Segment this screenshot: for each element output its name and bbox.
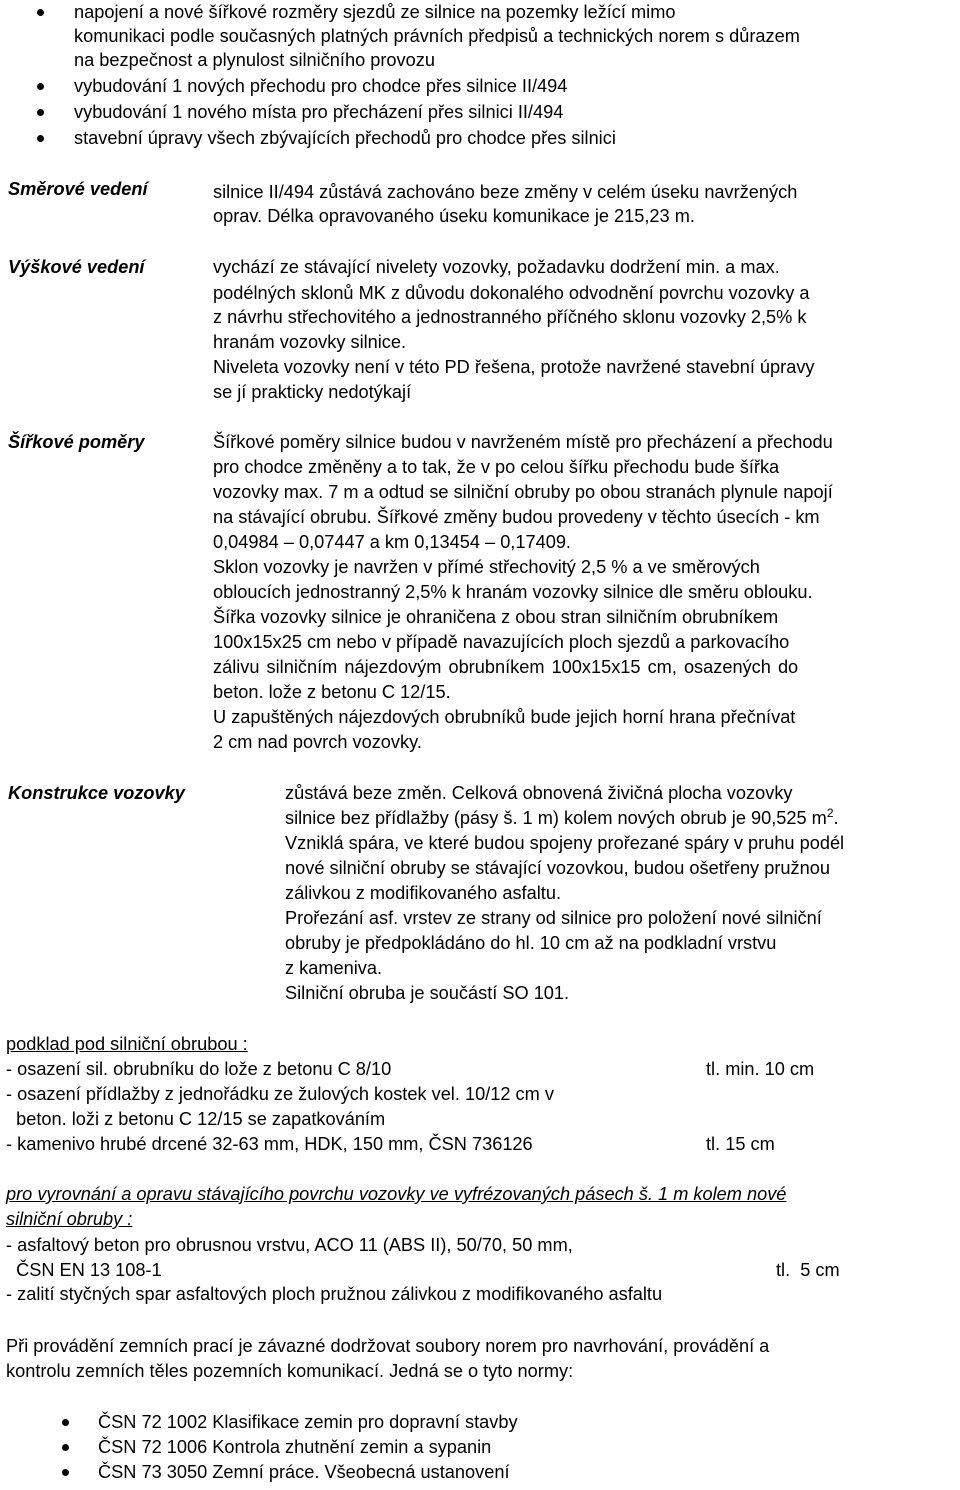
podklad-heading: podklad pod silniční obrubou : [6, 1034, 248, 1054]
list-item-line: napojení a nové šířkové rozměry sjezdů ze silnice na pozemky ležící mimo [74, 2, 676, 22]
bullet-icon [37, 109, 44, 116]
text-line: hranám vozovky silnice. [213, 332, 407, 352]
text-line: beton. lože z betonu C 12/15. [213, 682, 451, 702]
list-item: - zalití styčných spar asfaltových ploch pružnou zálivkou z modifikovaného asfaltu [6, 1284, 663, 1304]
bullet-icon [37, 9, 44, 16]
text-line: Při provádění zemních prací je závazné dodržovat soubory norem pro navrhování, provádění a [6, 1336, 770, 1356]
text-line: pro chodce změněny a to tak, že v po celou šířku přechodu bude šířka [213, 457, 780, 477]
text-line: silnice II/494 zůstává zachováno beze změny v celém úseku navržených [213, 182, 798, 202]
text-line: Šířkové poměry silnice budou v navrženém místě pro přecházení a přechodu [213, 432, 833, 452]
list-item-value: tl. 15 cm [706, 1134, 775, 1154]
text-line: obloucích jednostranný 2,5% k hranám vozovky silnice dle směru oblouku. [213, 582, 813, 602]
text-line: 0,04984 – 0,07447 a km 0,13454 – 0,17409. [213, 532, 571, 552]
text-line: Šířka vozovky silnice je ohraničena z obou stran silničním obrubníkem [213, 607, 779, 627]
area-text-end: . [833, 808, 839, 828]
text-line: 100x15x25 cm nebo v případě navazujících ploch sjezdů a parkovacího [213, 632, 790, 652]
list-item: ČSN 73 3050 Zemní práce. Všeobecná ustanovení [98, 1462, 510, 1482]
text-line: oprav. Délka opravovaného úseku komunikace je 215,23 m. [213, 206, 695, 226]
vyrovnani-heading: pro vyrovnání a opravu stávajícího povrchu vozovky ve vyfrézovaných pásech š. 1 m kolem nové [6, 1184, 787, 1204]
text-line: z návrhu střechovitého a jednostranného příčného sklonu vozovky 2,5% k [213, 307, 807, 327]
list-item-line: stavební úpravy všech zbývajících přechodů pro chodce přes silnici [74, 128, 616, 148]
bullet-icon [37, 135, 44, 142]
list-item-line: na bezpečnost a plynulost silničního provozu [74, 50, 435, 70]
list-item: - kamenivo hrubé drcené 32-63 mm, HDK, 150 mm, ČSN 736126 [6, 1134, 533, 1154]
text-line: zůstává beze změn. Celková obnovená živičná plocha vozovky [285, 783, 793, 803]
text-line: nové silniční obruby se stávající vozovkou, budou ošetřeny pružnou [285, 858, 830, 878]
text-line: 2 cm nad povrch vozovky. [213, 732, 422, 752]
text-line: se jí prakticky nedotýkají [213, 382, 412, 402]
list-item: beton. loži z betonu C 12/15 se zapatkováním [6, 1109, 386, 1129]
text-line: na stávající obrubu. Šířkové změny budou provedeny v těchto úsecích - km [213, 507, 820, 527]
list-item: - asfaltový beton pro obrusnou vrstvu, ACO 11 (ABS II), 50/70, 50 mm, [6, 1235, 573, 1255]
text-line: Silniční obruba je součástí SO 101. [285, 983, 570, 1003]
list-item: ČSN 72 1002 Klasifikace zemin pro dopravní stavby [98, 1412, 518, 1432]
text-line: z kameniva. [285, 958, 383, 978]
section-label-smerove: Směrové vedení [8, 179, 148, 199]
text-line: obruby je předpokládáno do hl. 10 cm až na podkladní vrstvu [285, 933, 777, 953]
text-line-with-superscript [285, 806, 839, 831]
text-line: Prořezání asf. vrstev ze strany od silnice pro položení nové silniční [285, 908, 822, 928]
list-item-line: vybudování 1 nových přechodu pro chodce přes silnice II/494 [74, 76, 568, 96]
bullet-icon [62, 1419, 69, 1426]
list-item-line: vybudování 1 nového místa pro přecházení přes silnici II/494 [74, 102, 564, 122]
area-unit-superscript: 2 [826, 806, 834, 820]
text-line: Niveleta vozovky není v této PD řešena, protože navržené stavební úpravy [213, 357, 815, 377]
text-line: vychází ze stávající nivelety vozovky, požadavku dodržení min. a max. [213, 257, 780, 277]
area-text: silnice bez přídlažby (pásy š. 1 m) kolem nových obrub je 90,525 m [285, 808, 827, 828]
bullet-icon [62, 1444, 69, 1451]
text-line: U zapuštěných nájezdových obrubníků bude jejich horní hrana přečnívat [213, 707, 796, 727]
section-label-vyskove: Výškové vedení [8, 257, 145, 277]
text-line: kontrolu zemních těles pozemních komunikací. Jedná se o tyto normy: [6, 1361, 574, 1381]
bullet-icon [37, 83, 44, 90]
text-line: podélných sklonů MK z důvodu dokonalého odvodnění povrchu vozovky a [213, 283, 810, 303]
text-line: zálivu silničním nájezdovým obrubníkem 100x15x15 cm, osazených do [213, 657, 799, 677]
list-item: ČSN 72 1006 Kontrola zhutnění zemin a sypanin [98, 1437, 492, 1457]
text-line: vozovky max. 7 m a odtud se silniční obruby po obou stranách plynule napojí [213, 482, 833, 502]
vyrovnani-heading-cont: silniční obruby : [6, 1209, 133, 1229]
list-item: ČSN EN 13 108-1 [6, 1260, 162, 1280]
list-item-value: tl. min. 10 cm [706, 1059, 815, 1079]
section-label-konstrukce: Konstrukce vozovky [8, 783, 185, 803]
bullet-icon [62, 1469, 69, 1476]
text-line: Sklon vozovky je navržen v přímé střechovitý 2,5 % a ve směrových [213, 557, 760, 577]
text-line: zálivkou z modifikovaného asfaltu. [285, 883, 561, 903]
list-item-line: komunikaci podle současných platných právních předpisů a technických norem s důrazem [74, 26, 800, 46]
list-item: - osazení přídlažby z jednořádku ze žulových kostek vel. 10/12 cm v [6, 1084, 554, 1104]
text-line: Vzniklá spára, ve které budou spojeny prořezané spáry v pruhu podél [285, 833, 845, 853]
list-item-value: tl. 5 cm [776, 1260, 840, 1280]
list-item: - osazení sil. obrubníku do lože z betonu C 8/10 [6, 1059, 392, 1079]
section-label-sirkove: Šířkové poměry [8, 432, 145, 452]
